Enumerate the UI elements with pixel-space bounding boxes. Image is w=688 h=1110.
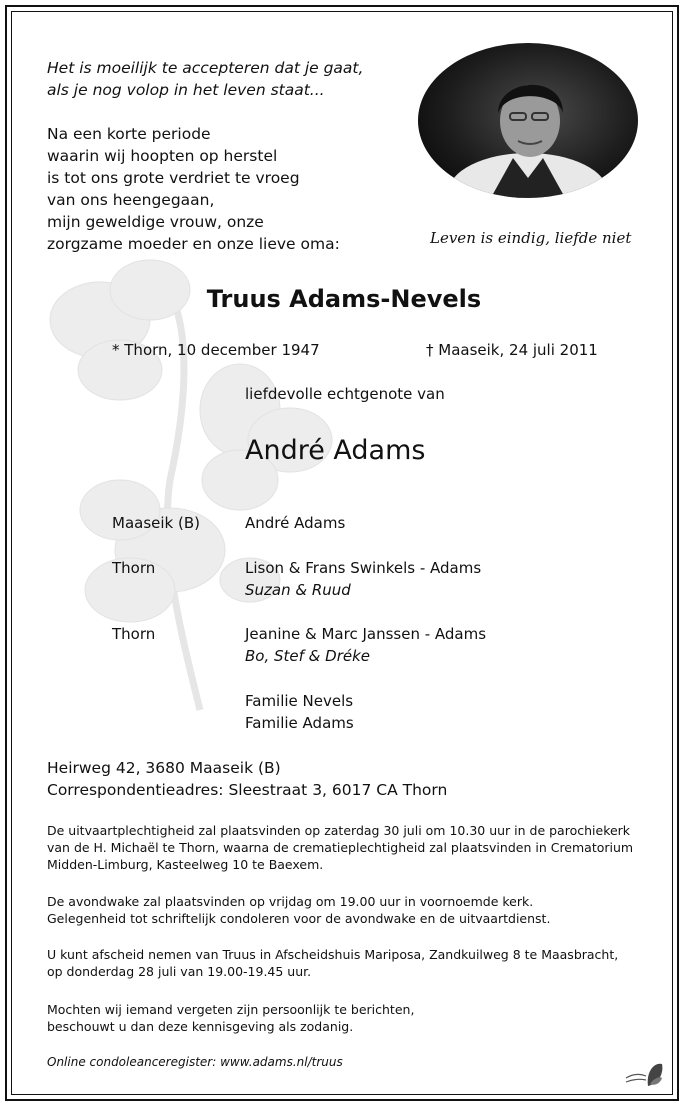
family-place: Maaseik (B)	[112, 514, 200, 532]
intro-line: waarin wij hoopten op herstel	[47, 147, 278, 165]
spouse-name: André Adams	[245, 435, 426, 466]
intro-text	[47, 123, 340, 255]
family-place: Thorn	[112, 625, 156, 643]
family-name: Lison & Frans Swinkels - Adams	[245, 559, 482, 577]
family-name: Jeanine & Marc Janssen - Adams	[245, 625, 487, 643]
paragraph-line: op donderdag 28 juli van 19.00-19.45 uur.	[47, 964, 312, 979]
portrait-photo	[418, 43, 638, 198]
intro-line: is tot ons grote verdriet te vroeg	[47, 169, 300, 187]
poem	[47, 57, 363, 101]
vigil-paragraph	[47, 893, 550, 927]
family-name: André Adams	[245, 514, 346, 532]
paragraph-line: De avondwake zal plaatsvinden op vrijdag om 19.00 uur in voornoemde kerk.	[47, 894, 534, 909]
home-address: Heirweg 42, 3680 Maaseik (B)	[47, 759, 281, 777]
family-extra: Familie Nevels	[245, 692, 354, 710]
farewell-paragraph	[47, 946, 618, 980]
death-info: † Maaseik, 24 juli 2011	[426, 341, 598, 359]
spouse-label: liefdevolle echtgenote van	[245, 385, 445, 403]
poem-line: Het is moeilijk te accepteren dat je gaat,	[47, 59, 364, 77]
family-place: Thorn	[112, 559, 156, 577]
funeral-paragraph	[47, 822, 633, 873]
family-grandchildren: Bo, Stef & Dréke	[245, 647, 371, 665]
birth-info: * Thorn, 10 december 1947	[112, 341, 320, 359]
paragraph-line: beschouwt u dan deze kennisgeving als zodanig.	[47, 1019, 354, 1034]
deceased-name: Truus Adams-Nevels	[206, 285, 482, 313]
portrait-silhouette-icon	[418, 43, 638, 198]
intro-line: van ons heengegaan,	[47, 191, 215, 209]
notice-paragraph	[47, 1001, 414, 1035]
intro-line: mijn geweldige vrouw, onze	[47, 213, 264, 231]
family-extra: Familie Adams	[245, 714, 354, 732]
online-register: Online condoleanceregister: www.adams.nl/truus	[47, 1055, 343, 1069]
paragraph-line: Mochten wij iemand vergeten zijn persoonlijk te berichten,	[47, 1002, 415, 1017]
paragraph-line: van de H. Michaël te Thorn, waarna de crematieplechtigheid zal plaatsvinden in Crematorium	[47, 840, 634, 855]
poem-line: als je nog volop in het leven staat...	[47, 81, 325, 99]
correspondence-address: Correspondentieadres: Sleestraat 3, 6017 CA Thorn	[47, 781, 448, 799]
intro-line: Na een korte periode	[47, 125, 211, 143]
intro-line: zorgzame moeder en onze lieve oma:	[47, 235, 340, 253]
paragraph-line: Midden-Limburg, Kasteelweg 10 te Baexem.	[47, 857, 324, 872]
family-grandchildren: Suzan & Ruud	[245, 581, 351, 599]
motto: Leven is eindig, liefde niet	[430, 229, 632, 247]
butterfly-icon	[624, 1058, 666, 1090]
paragraph-line: U kunt afscheid nemen van Truus in Afscheidshuis Mariposa, Zandkuilweg 8 te Maasbracht,	[47, 947, 619, 962]
paragraph-line: Gelegenheid tot schriftelijk condoleren voor de avondwake en de uitvaartdienst.	[47, 911, 551, 926]
paragraph-line: De uitvaartplechtigheid zal plaatsvinden op zaterdag 30 juli om 10.30 uur in de parochiekerk	[47, 823, 631, 838]
